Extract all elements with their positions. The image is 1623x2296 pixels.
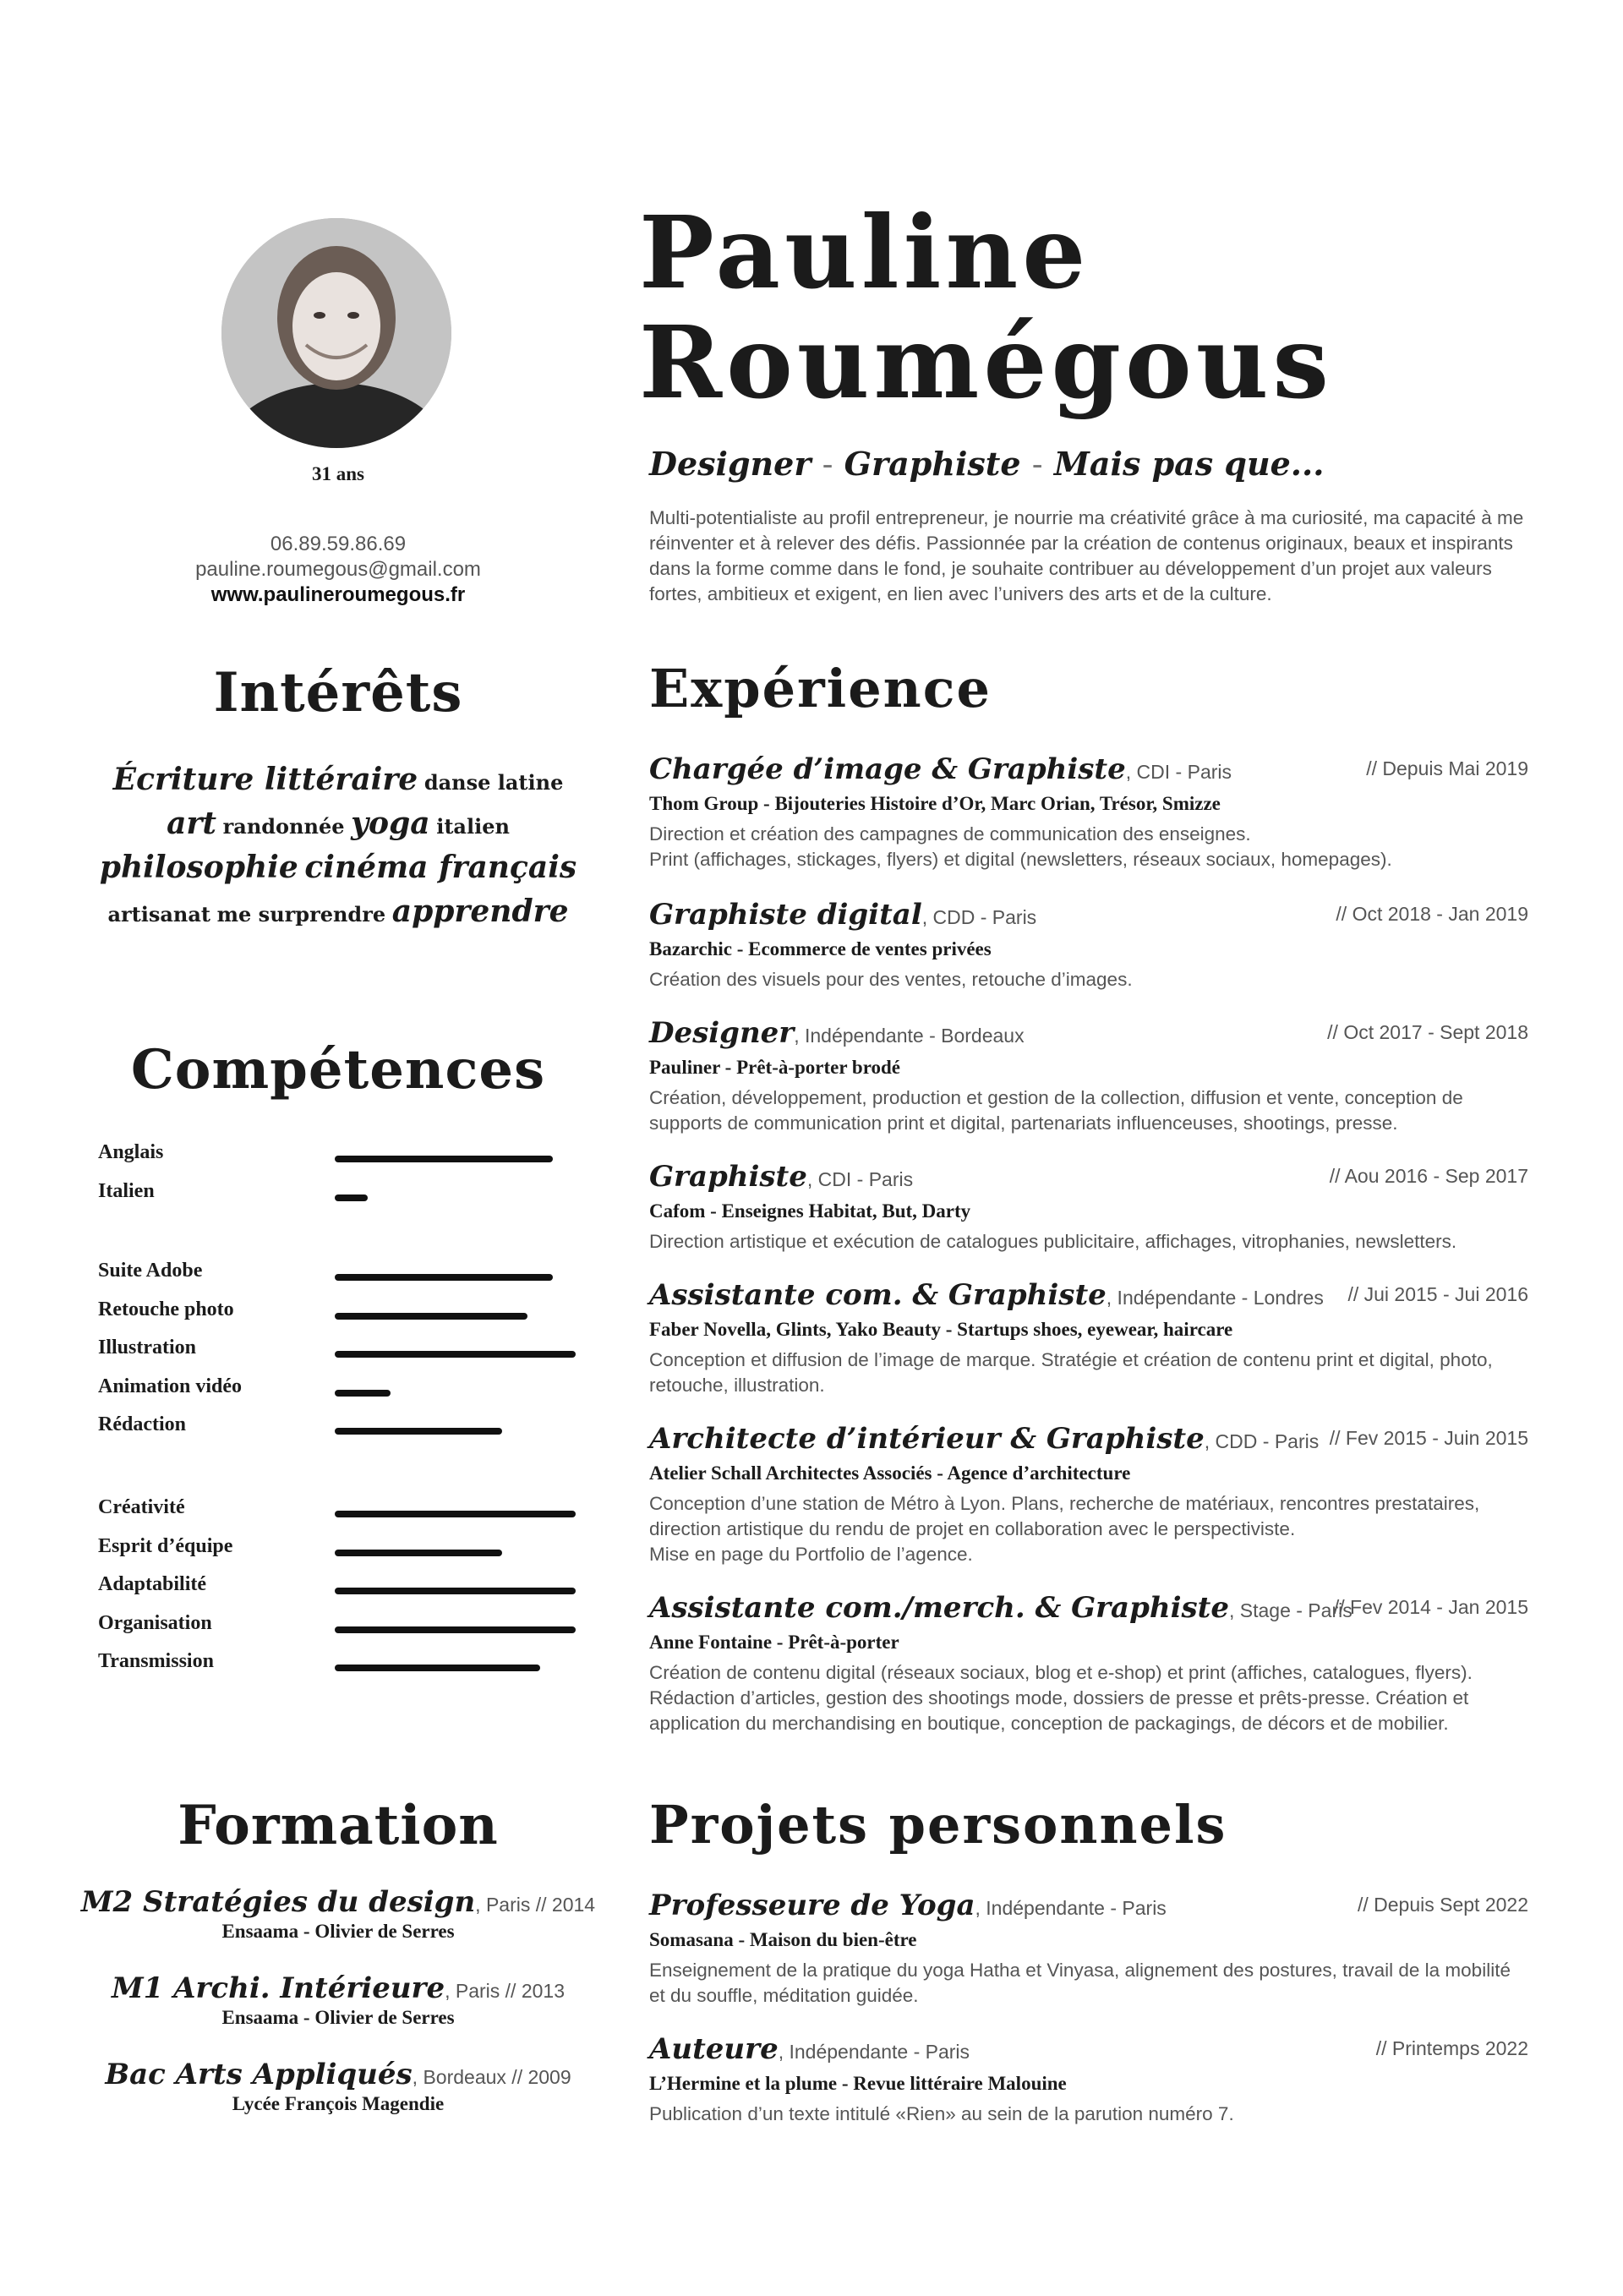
education-item	[0, 1885, 676, 1943]
experience-item	[649, 1422, 1528, 1567]
item-description: Conception et diffusion de l’image de marque. Stratégie et création de contenu print et digital, photo, retouche, illustration.	[649, 1349, 1493, 1396]
item-description: Création, développement, production et gestion de la collection, diffusion et vente, conception de supports de communication print et digital, partenariats influenceuses, shootings, presse.	[649, 1087, 1463, 1134]
avatar	[221, 218, 451, 448]
item-title: Auteure	[649, 2032, 779, 2066]
item-meta: , Indépendante - Londres	[1106, 1287, 1324, 1309]
experience-item	[649, 1278, 1528, 1398]
interest-word: me surprendre	[216, 902, 386, 927]
item-header	[649, 1016, 1528, 1055]
skill-row	[98, 1496, 588, 1530]
interest-word: artisanat	[107, 902, 211, 927]
experience-heading: Expérience	[649, 658, 992, 719]
item-company: Thom Group - Bijouteries Histoire d’Or, Marc Orian, Trésor, Smizze	[649, 793, 1221, 814]
item-meta: , Indépendante - Paris	[975, 1897, 1167, 1919]
skill-row	[98, 1535, 588, 1569]
item-date: // Depuis Sept 2022	[1357, 1894, 1528, 1916]
item-meta: , CDI - Paris	[806, 1168, 914, 1190]
item-company: Faber Novella, Glints, Yako Beauty - Startups shoes, eyewear, haircare	[649, 1319, 1233, 1340]
item-company: Cafom - Enseignes Habitat, But, Darty	[649, 1200, 971, 1222]
skill-level-bar	[335, 1588, 576, 1594]
skill-row	[98, 1141, 588, 1175]
project-item	[649, 2032, 1528, 2127]
experience-item	[649, 752, 1528, 872]
education-item	[0, 1971, 676, 2029]
tagline-separator: -	[822, 446, 833, 483]
interest-word: randonnée	[222, 814, 345, 839]
project-item	[649, 1889, 1528, 2009]
item-date: // Printemps 2022	[1375, 2037, 1528, 2059]
education-title: M2 Stratégies du design	[80, 1885, 476, 1919]
projects-heading: Projets personnels	[649, 1794, 1227, 1856]
interest-word: apprendre	[391, 894, 569, 929]
skill-row	[98, 1573, 588, 1607]
skill-row	[98, 1298, 588, 1332]
interest-word: philosophie	[99, 850, 298, 885]
website-link[interactable]: www.paulineroumegous.fr	[210, 583, 466, 606]
age: 31 ans	[312, 463, 364, 484]
skill-row	[98, 1413, 588, 1447]
skill-level-bar	[335, 1390, 391, 1397]
skill-label: Illustration	[98, 1337, 197, 1358]
skill-label: Anglais	[98, 1141, 164, 1163]
education-title: M1 Archi. Intérieure	[111, 1971, 445, 2005]
skill-label: Suite Adobe	[98, 1260, 203, 1282]
item-header	[649, 2032, 1528, 2071]
skill-label: Retouche photo	[98, 1298, 234, 1320]
interest-word: yoga	[351, 806, 430, 841]
interest-word: danse latine	[424, 770, 564, 795]
education-school: Ensaama - Olivier de Serres	[221, 2007, 455, 2028]
item-description: Création de contenu digital (réseaux sociaux, blog et e-shop) et print (affiches, catalogues, flyers). Rédaction d’articles, gestion des shootings mode, dossiers de presse et prêts-presse. Création et application du merchandising en boutique, conception de packagings, de décors et de mobilier.	[649, 1662, 1473, 1734]
item-title: Graphiste	[649, 1160, 807, 1194]
item-description: Direction et création des campagnes de communication des enseignes. Print (affichages, stickages, flyers) et digital (newsletters, réseaux sociaux, homepages).	[649, 823, 1392, 870]
skills-heading: Compétences	[130, 1038, 546, 1102]
tagline-role-1: Designer	[649, 445, 812, 483]
item-date: // Oct 2017 - Sept 2018	[1327, 1021, 1528, 1043]
item-header	[649, 1889, 1528, 1927]
last-name: Roumégous	[639, 303, 1333, 421]
education-title: Bac Arts Appliqués	[105, 2058, 413, 2091]
item-date: // Aou 2016 - Sep 2017	[1329, 1165, 1528, 1187]
item-title: Assistante com./merch. & Graphiste	[649, 1591, 1229, 1625]
experience-item	[649, 1016, 1528, 1136]
item-meta: , CDI - Paris	[1125, 761, 1232, 783]
skill-row	[98, 1180, 588, 1214]
item-company: Atelier Schall Architectes Associés - Agence d’architecture	[649, 1462, 1131, 1484]
item-company: Anne Fontaine - Prêt-à-porter	[649, 1632, 899, 1653]
item-meta: , CDD - Paris	[1204, 1430, 1320, 1452]
experience-item	[649, 1160, 1528, 1255]
skill-row	[98, 1260, 588, 1293]
skill-label: Transmission	[98, 1650, 214, 1672]
skill-label: Rédaction	[98, 1413, 186, 1435]
email-link[interactable]: pauline.roumegous@gmail.com	[195, 558, 481, 581]
item-title: Architecte d’intérieur & Graphiste	[649, 1422, 1205, 1456]
summary: Multi-potentialiste au profil entrepreneur, je nourrie ma créativité grâce à ma curiosité, ma capacité à me réinventer et à relever des défis. Passionnée par la création de contenus originaux, beaux et inspirants dans la forme comme dans le fond, je souhaite contribuer au développement d’un projet aux valeurs fortes, ambitieux et exigent, en lien avec l’univers des arts et de la culture.	[649, 507, 1524, 604]
item-date: // Jui 2015 - Jui 2016	[1347, 1283, 1528, 1305]
item-title: Graphiste digital	[649, 898, 922, 932]
item-header	[649, 1591, 1528, 1630]
interest-word: italien	[436, 814, 510, 839]
education-meta: , Paris // 2014	[475, 1894, 596, 1916]
education-item	[0, 2058, 676, 2115]
first-name: Pauline	[639, 194, 1090, 311]
education-heading: Formation	[178, 1794, 499, 1857]
interest-word: cinéma français	[304, 850, 577, 885]
skill-level-bar	[335, 1351, 576, 1358]
item-title: Designer	[649, 1016, 795, 1050]
skill-label: Esprit d’équipe	[98, 1534, 233, 1557]
education-meta: , Bordeaux // 2009	[412, 2066, 571, 2088]
tagline	[649, 445, 1324, 483]
skill-row	[98, 1375, 588, 1409]
interests-cloud	[93, 759, 583, 935]
item-title: Assistante com. & Graphiste	[649, 1278, 1107, 1312]
item-title: Professeure de Yoga	[649, 1889, 975, 1922]
skill-level-bar	[335, 1156, 553, 1162]
phone: 06.89.59.86.69	[270, 533, 407, 555]
item-company: Somasana - Maison du bien-être	[649, 1929, 917, 1950]
item-date: // Fev 2015 - Juin 2015	[1329, 1427, 1528, 1449]
item-date: // Oct 2018 - Jan 2019	[1336, 903, 1528, 925]
skill-level-bar	[335, 1313, 527, 1320]
tagline-role-2: Graphiste	[844, 445, 1021, 483]
skill-label: Adaptabilité	[98, 1573, 207, 1595]
interest-word: art	[167, 806, 216, 841]
interest-word: Écriture littéraire	[112, 762, 418, 797]
item-date: // Depuis Mai 2019	[1366, 757, 1528, 779]
skill-level-bar	[335, 1428, 502, 1435]
item-description: Publication d’un texte intitulé «Rien» au sein de la parution numéro 7.	[649, 2103, 1234, 2124]
item-meta: , Stage - Paris	[1228, 1599, 1352, 1621]
portrait-photo	[221, 218, 451, 448]
experience-item	[649, 1591, 1528, 1736]
item-company: L’Hermine et la plume - Revue littéraire Malouine	[649, 2073, 1067, 2094]
skill-level-bar	[335, 1626, 576, 1633]
education-school: Lycée François Magendie	[232, 2093, 445, 2114]
education-school: Ensaama - Olivier de Serres	[221, 1921, 455, 1942]
item-meta: , Indépendante - Bordeaux	[794, 1025, 1025, 1047]
item-date: // Fev 2014 - Jan 2015	[1333, 1596, 1528, 1618]
item-header	[649, 898, 1528, 937]
item-header	[649, 1278, 1528, 1317]
education-meta: , Paris // 2013	[445, 1980, 566, 2002]
item-description: Création des visuels pour des ventes, retouche d’images.	[649, 969, 1133, 990]
item-meta: , Indépendante - Paris	[778, 2041, 970, 2063]
skill-label: Italien	[98, 1179, 155, 1202]
interests-heading: Intérêts	[213, 661, 463, 724]
skill-row	[98, 1650, 588, 1684]
item-description: Conception d’une station de Métro à Lyon. Plans, recherche de matériaux, rencontres prestataires, direction artistique du rendu de projet en collaboration avec le perspectiviste. Mise en page du Portfolio de l’agence.	[649, 1493, 1480, 1565]
experience-item	[649, 898, 1528, 992]
item-description: Direction artistique et exécution de catalogues publicitaire, affichages, vitrophanies, newsletters.	[649, 1231, 1457, 1252]
item-meta: , CDD - Paris	[921, 906, 1037, 928]
skill-level-bar	[335, 1194, 368, 1201]
item-description: Enseignement de la pratique du yoga Hatha et Vinyasa, alignement des postures, travail de la mobilité et du souffle, méditation guidée.	[649, 1960, 1511, 2006]
item-header	[649, 1422, 1528, 1461]
skill-level-bar	[335, 1665, 540, 1671]
item-company: Pauliner - Prêt-à-porter brodé	[649, 1057, 901, 1078]
tagline-role-3: Mais pas que...	[1053, 445, 1325, 483]
item-company: Bazarchic - Ecommerce de ventes privées	[649, 938, 992, 959]
skill-level-bar	[335, 1274, 553, 1281]
skill-level-bar	[335, 1511, 576, 1517]
skill-label: Animation vidéo	[98, 1375, 243, 1397]
item-header	[649, 1160, 1528, 1199]
skill-label: Organisation	[98, 1611, 212, 1634]
skill-row	[98, 1337, 588, 1370]
skill-label: Créativité	[98, 1496, 185, 1518]
item-header	[649, 752, 1528, 791]
skill-level-bar	[335, 1550, 502, 1556]
skill-row	[98, 1612, 588, 1646]
item-title: Chargée d’image & Graphiste	[649, 752, 1126, 786]
tagline-separator: -	[1031, 446, 1043, 483]
